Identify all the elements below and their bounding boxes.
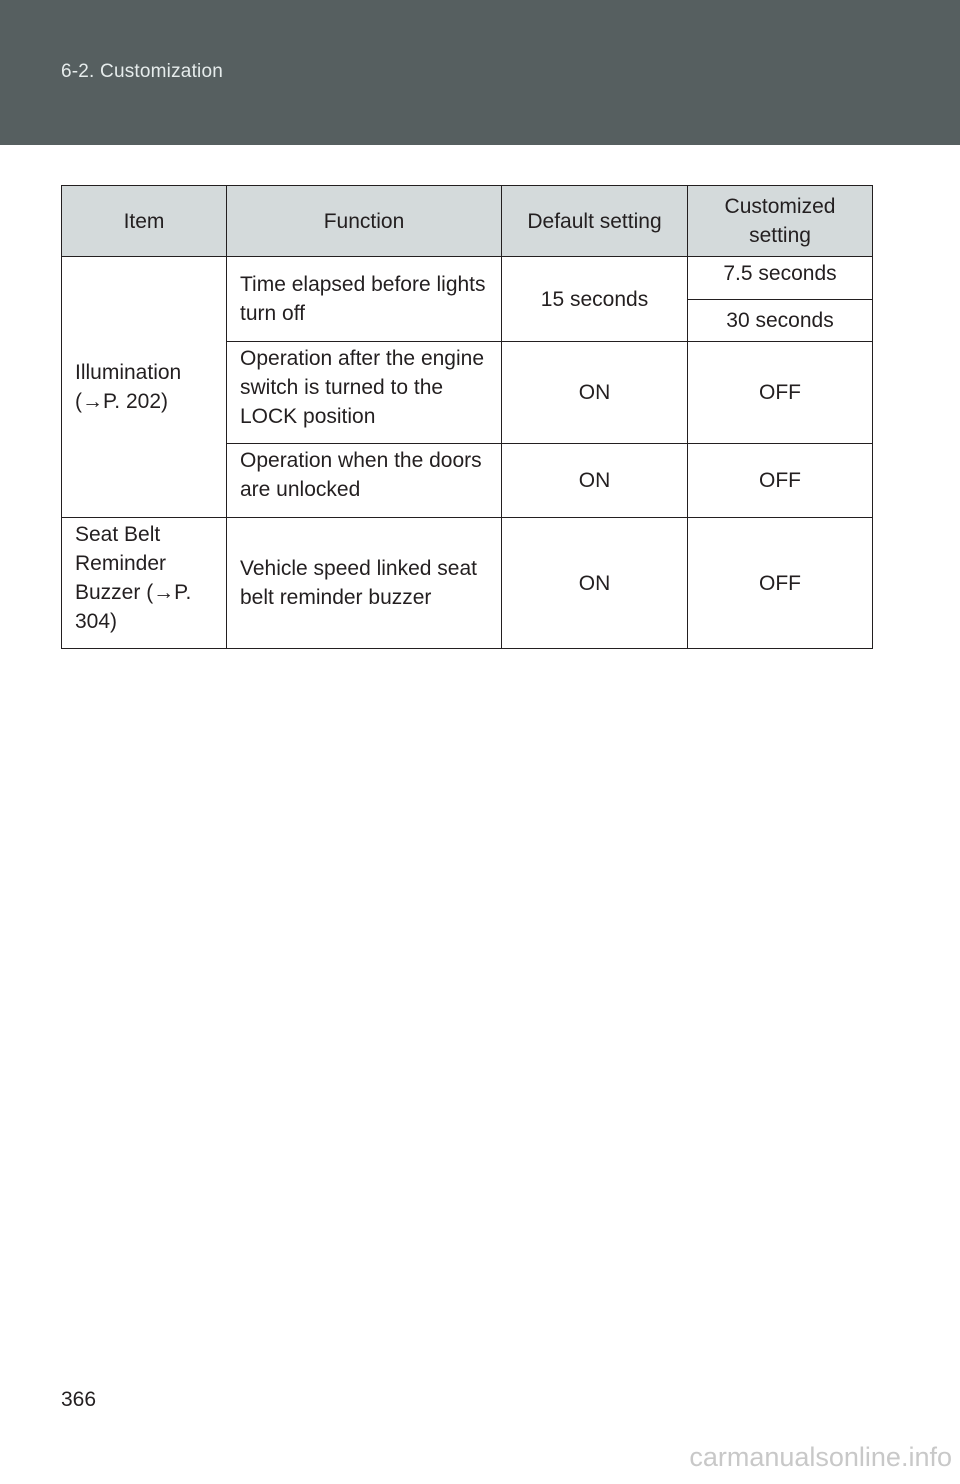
customized-cell: OFF (688, 342, 873, 444)
table-header-row (62, 186, 873, 257)
customized-cell: OFF (688, 444, 873, 518)
header-band (0, 0, 960, 145)
column-header-default-setting: Default setting (502, 186, 688, 257)
default-cell: ON (502, 518, 688, 649)
item-cell-illumination: Illumination (→P. 202) (62, 257, 227, 518)
column-header-customized-setting: Customized setting (688, 186, 873, 257)
table-row (62, 257, 873, 300)
column-header-item: Item (62, 186, 227, 257)
function-cell: Operation when the doors are unlocked (227, 444, 502, 518)
function-cell: Time elapsed before lights turn off (227, 257, 502, 342)
customization-table (61, 185, 873, 649)
customized-cell: OFF (688, 518, 873, 649)
default-cell: ON (502, 342, 688, 444)
section-title: 6-2. Customization (61, 61, 224, 82)
page-number: 366 (61, 1388, 97, 1411)
column-header-function: Function (227, 186, 502, 257)
default-cell: 15 seconds (502, 257, 688, 342)
table-row (62, 518, 873, 649)
item-cell-seat-belt: Seat Belt Reminder Buzzer (→P. 304) (62, 518, 227, 649)
customized-cell: 7.5 seconds (688, 257, 873, 300)
function-cell: Vehicle speed linked seat belt reminder buzzer (227, 518, 502, 649)
customized-cell: 30 seconds (688, 300, 873, 342)
function-cell: Operation after the engine switch is turned to the LOCK position (227, 342, 502, 444)
watermark: carmanualsonline.info (689, 1442, 952, 1472)
default-cell: ON (502, 444, 688, 518)
